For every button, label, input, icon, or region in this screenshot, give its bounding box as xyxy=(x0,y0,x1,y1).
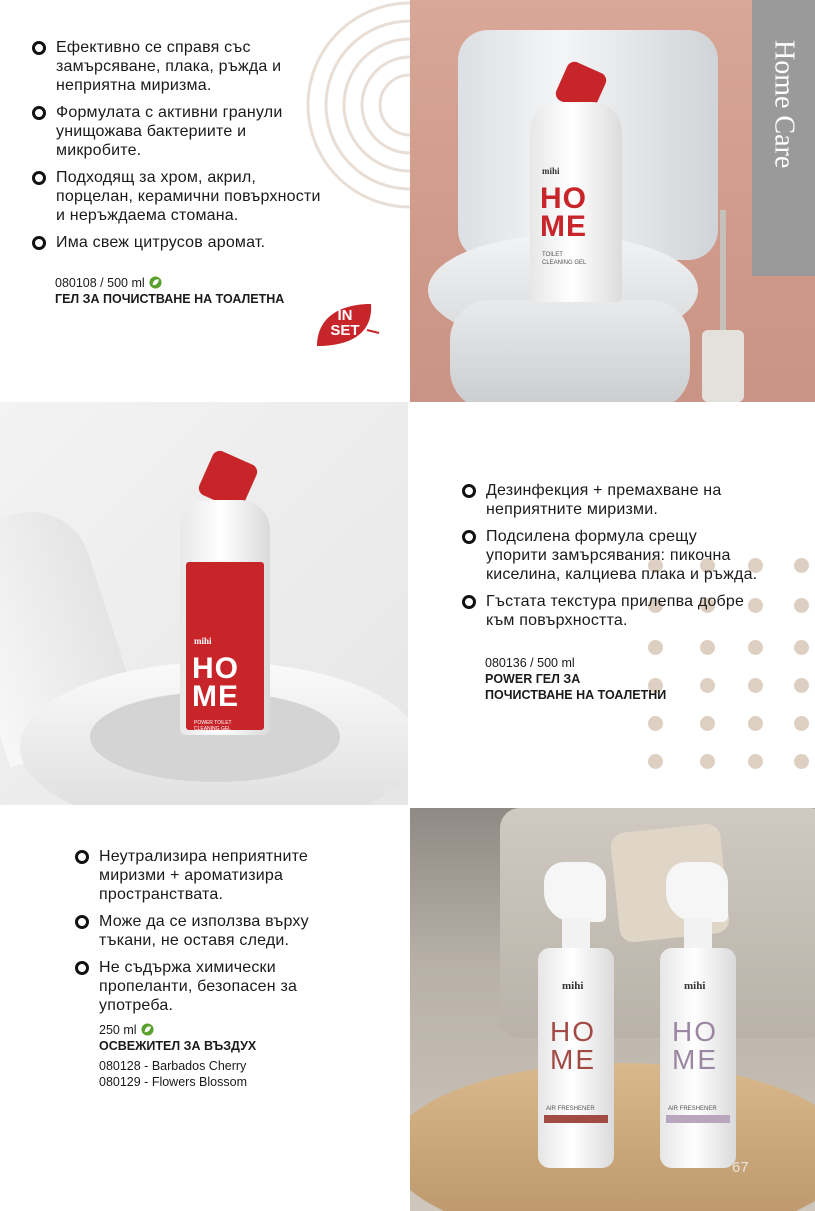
decorative-dot xyxy=(700,716,715,731)
bullet-item: Не съдържа химически пропеланти, безопасен за употреба. xyxy=(75,958,365,1015)
product3-bottle-cherry xyxy=(538,858,614,1168)
product1-info xyxy=(55,275,335,307)
product2-name-line2: ПОЧИСТВАНЕ НА ТОАЛЕТНИ xyxy=(485,688,667,702)
bullet-item: Дезинфекция + премахване на неприятните миризми. xyxy=(462,481,762,519)
spray-trigger xyxy=(666,862,728,922)
bullet-icon xyxy=(462,484,476,498)
bullet-icon xyxy=(32,236,46,250)
decorative-dot xyxy=(794,716,809,731)
product3-variant: 080129 - Flowers Blossom xyxy=(99,1075,247,1089)
bullet-icon xyxy=(462,530,476,544)
in-set-badge xyxy=(313,300,381,350)
decorative-dot xyxy=(794,598,809,613)
product3-text-block xyxy=(75,847,365,1023)
bottle-label-line1: POWER TOILET xyxy=(194,720,232,726)
decorative-dot xyxy=(748,640,763,655)
spray-trigger xyxy=(544,862,606,922)
bottle-brand: mihi xyxy=(542,166,560,176)
toilet-base xyxy=(450,300,690,402)
badge-text-in: IN xyxy=(337,307,353,324)
product2-name-line1: POWER ГЕЛ ЗА xyxy=(485,672,581,686)
bullet-item: Подсилена формула срещу упорити замърсявания: пикочна киселина, калциева плака и ръжда. xyxy=(462,527,762,584)
bottle-brand: mihi xyxy=(194,636,212,646)
decorative-dot xyxy=(700,754,715,769)
bullet-item: Неутрализира неприятните миризми + ароматизира пространствата. xyxy=(75,847,365,904)
toilet-photo-mid xyxy=(0,402,408,805)
decorative-dot xyxy=(748,678,763,693)
product3-info xyxy=(99,1022,359,1090)
bottle-label-band xyxy=(544,1115,608,1123)
product1-bullets xyxy=(32,38,332,252)
living-room-photo xyxy=(410,808,815,1211)
product2-bottle xyxy=(180,450,270,735)
product2-text-block xyxy=(462,481,762,638)
brush-holder xyxy=(702,330,744,402)
product3-code: 250 ml xyxy=(99,1023,137,1037)
decorative-dot xyxy=(794,678,809,693)
bottle-label: AIR FRESHENER xyxy=(546,1106,595,1112)
product1-name: ГЕЛ ЗА ПОЧИСТВАНЕ НА ТОАЛЕТНА xyxy=(55,292,285,306)
product3-variant: 080128 - Barbados Cherry xyxy=(99,1059,247,1073)
decorative-dot xyxy=(748,754,763,769)
bottle-word-top: HO xyxy=(550,1016,596,1047)
product2-code: 080136 / 500 ml xyxy=(485,656,575,670)
badge-text-set: SET xyxy=(330,322,360,339)
decorative-dot xyxy=(648,716,663,731)
bullet-item: Има свеж цитрусов аромат. xyxy=(32,233,332,252)
page-number: 67 xyxy=(732,1159,749,1176)
bottle-word-top: HO xyxy=(672,1016,718,1047)
bottle-label-line1: TOILET xyxy=(542,252,563,258)
eco-leaf-icon xyxy=(149,276,162,289)
decorative-dot xyxy=(648,640,663,655)
bottle-label-band xyxy=(666,1115,730,1123)
bullet-item: Ефективно се справя със замърсяване, плака, ръжда и неприятна миризма. xyxy=(32,38,332,95)
bottle-word-top: HO xyxy=(192,652,239,685)
bullet-icon xyxy=(75,850,89,864)
decorative-dot xyxy=(700,640,715,655)
bottle-word-bottom: ME xyxy=(550,1044,596,1075)
product1-bottle xyxy=(530,62,622,302)
decorative-dot xyxy=(748,716,763,731)
product1-code: 080108 / 500 ml xyxy=(55,276,145,290)
bottle-word-top: HO xyxy=(540,182,587,215)
bullet-item: Подходящ за хром, акрил, порцелан, керамични повърхности и неръждаема стомана. xyxy=(32,168,332,225)
decorative-dot xyxy=(794,640,809,655)
bullet-icon xyxy=(75,915,89,929)
decorative-dot xyxy=(794,754,809,769)
bullet-icon xyxy=(32,41,46,55)
bottle-label-line2: CLEANING GEL xyxy=(194,726,231,732)
bullet-icon xyxy=(75,961,89,975)
bullet-item: Гъстата текстура прилепва добре към повърхността. xyxy=(462,592,762,630)
eco-leaf-icon xyxy=(141,1023,154,1036)
bottle-word-bottom: ME xyxy=(672,1044,718,1075)
bottle-label: AIR FRESHENER xyxy=(668,1106,717,1112)
bullet-item: Може да се използва върху тъкани, не оставя следи. xyxy=(75,912,365,950)
product3-bottle-flowers xyxy=(660,858,736,1168)
bottle-brand: mihi xyxy=(684,980,706,992)
bottle-word-bottom: ME xyxy=(192,680,239,713)
product2-bullets xyxy=(462,481,762,630)
product2-info xyxy=(485,655,745,703)
section-tab xyxy=(752,0,815,276)
decorative-dot xyxy=(648,754,663,769)
bullet-item: Формулата с активни гранули унищожава бактериите и микробите. xyxy=(32,103,332,160)
bottle-label-line2: CLEANING GEL xyxy=(542,260,587,266)
section-tab-label: Home Care xyxy=(768,40,800,169)
product1-text-block xyxy=(32,38,332,260)
product3-name: ОСВЕЖИТЕЛ ЗА ВЪЗДУХ xyxy=(99,1039,257,1053)
bottle-brand: mihi xyxy=(562,980,584,992)
bullet-icon xyxy=(32,171,46,185)
decorative-dot xyxy=(794,558,809,573)
spray-neck xyxy=(562,918,590,952)
spray-neck xyxy=(684,918,712,952)
bullet-icon xyxy=(32,106,46,120)
bullet-icon xyxy=(462,595,476,609)
product3-bullets xyxy=(75,847,365,1015)
bottle-word-bottom: ME xyxy=(540,210,587,243)
